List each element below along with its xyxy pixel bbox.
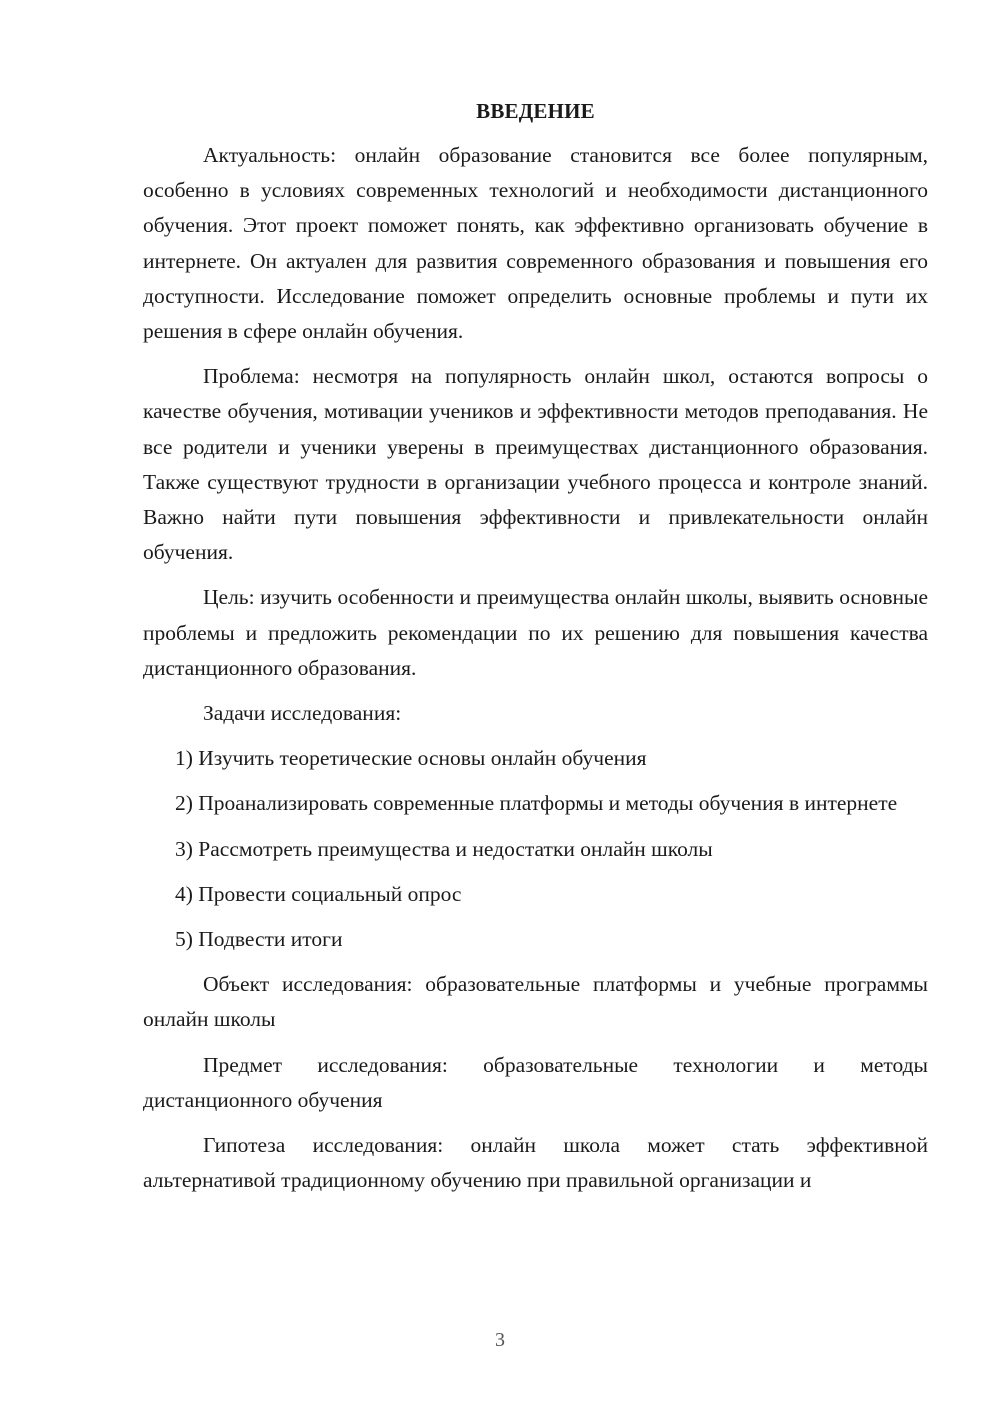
relevance-paragraph: Актуальность: онлайн образование становится все более популярным, особенно в условиях современных технологий и необходимости дистанционного обучения. Этот проект поможет понять, как эффективно организовать обучение в интернете. Он актуален для развития современного образования и повышения его доступности. Исследование поможет определить основные проблемы и пути их решения в сфере онлайн обучения. xyxy=(143,143,928,344)
task-item-1: 1) Изучить теоретические основы онлайн обучения xyxy=(175,746,647,771)
task-item-4: 4) Провести социальный опрос xyxy=(175,881,462,906)
page-number: 3 xyxy=(495,1329,505,1351)
task-item-5: 5) Подвести итоги xyxy=(175,927,343,952)
document-page xyxy=(143,96,928,1208)
tasks-heading: Задачи исследования: xyxy=(203,701,402,726)
section-title: ВВЕДЕНИЕ xyxy=(476,99,595,123)
problem-paragraph: Проблема: несмотря на популярность онлайн школ, остаются вопросы о качестве обучения, мотивации учеников и эффективности методов преподавания. Не все родители и ученики уверены в преимуществах дистанционного образования. Также существуют трудности в организации учебного процесса и контроле знаний. Важно найти пути повышения эффективности и привлекательности онлайн обучения. xyxy=(143,364,928,565)
goal-paragraph: Цель: изучить особенности и преимущества онлайн школы, выявить основные проблемы и предложить рекомендации по их решению для повышения качества дистанционного образования. xyxy=(143,585,928,680)
hypothesis-paragraph: Гипотеза исследования: онлайн школа может стать эффективной альтернативой традиционному обучению при правильной организации и xyxy=(143,1133,928,1193)
task-item-3: 3) Рассмотреть преимущества и недостатки онлайн школы xyxy=(175,836,713,861)
object-paragraph: Объект исследования: образовательные платформы и учебные программы онлайн школы xyxy=(143,972,928,1032)
task-item-2: 2) Проанализировать современные платформы и методы обучения в интернете xyxy=(175,791,898,816)
subject-paragraph: Предмет исследования: образовательные технологии и методы дистанционного обучения xyxy=(143,1052,928,1112)
